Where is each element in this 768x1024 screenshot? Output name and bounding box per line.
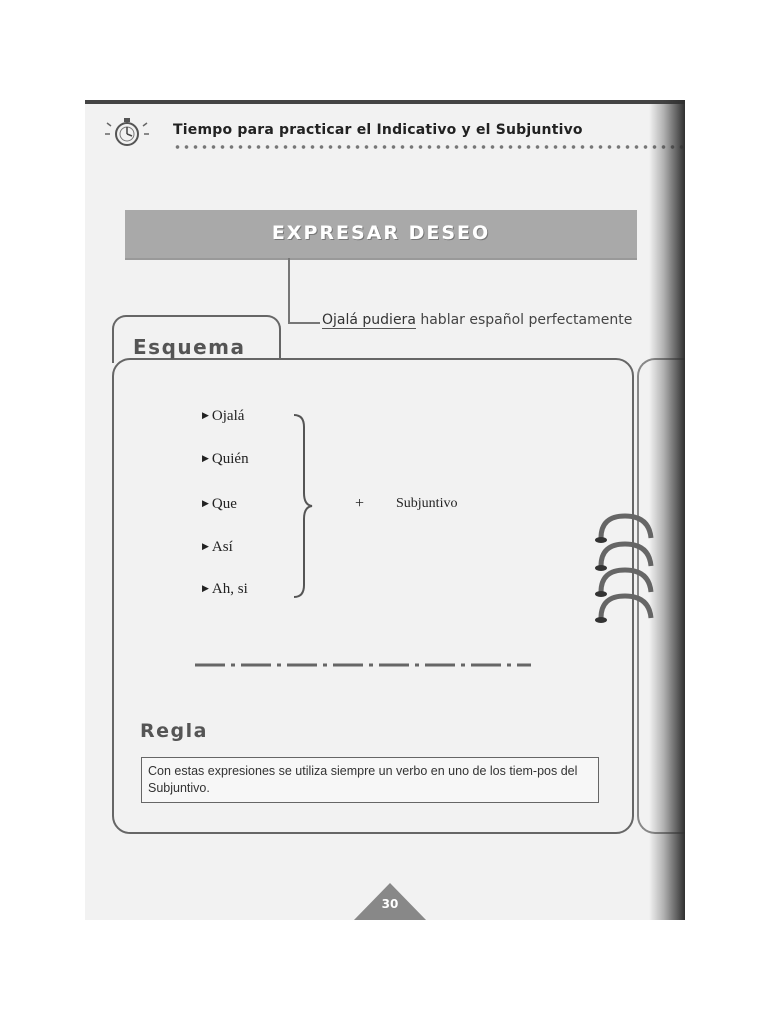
stopwatch-icon xyxy=(105,112,149,152)
list-item xyxy=(202,451,249,468)
esquema-title: Esquema xyxy=(133,335,246,359)
connector-line xyxy=(288,322,320,324)
list-item xyxy=(202,539,233,556)
dash-dot-divider xyxy=(195,663,531,667)
triangle-bullet-icon: ▶ xyxy=(202,498,209,508)
list-item xyxy=(202,408,244,425)
regla-title: Regla xyxy=(140,720,208,742)
item-label: Que xyxy=(211,496,237,512)
page-shadow xyxy=(649,100,685,920)
item-label: Quién xyxy=(211,451,249,467)
example-emphasis: Ojalá pudiera xyxy=(322,312,416,328)
example-rest: hablar español perfectamente xyxy=(415,312,633,328)
result-label: Subjuntivo xyxy=(396,496,458,511)
list-item xyxy=(202,496,237,513)
item-label: Así xyxy=(211,539,233,555)
curly-brace-icon xyxy=(292,413,314,599)
triangle-bullet-icon: ▶ xyxy=(202,453,209,463)
header-title: Tiempo para practicar el Indicativo y el Subjuntivo xyxy=(173,122,583,138)
example-sentence xyxy=(322,312,632,328)
plus-sign: + xyxy=(355,495,365,512)
list-item xyxy=(202,581,248,598)
item-label: Ah, si xyxy=(211,581,248,597)
section-banner xyxy=(125,210,637,260)
triangle-bullet-icon: ▶ xyxy=(202,410,209,420)
banner-title: EXPRESAR DESEO xyxy=(271,222,491,244)
book-page xyxy=(85,100,685,920)
triangle-bullet-icon: ▶ xyxy=(202,583,209,593)
triangle-bullet-icon: ▶ xyxy=(202,541,209,551)
top-rule xyxy=(85,100,685,104)
rule-box xyxy=(141,757,599,803)
connector-line xyxy=(288,258,290,324)
item-label: Ojalá xyxy=(211,408,245,424)
dotted-rule xyxy=(173,144,685,150)
page-number: 30 xyxy=(381,897,399,911)
rule-text: Con estas expresiones se utiliza siempre un verbo en uno de los tiem-pos del Subjuntivo. xyxy=(148,764,578,795)
